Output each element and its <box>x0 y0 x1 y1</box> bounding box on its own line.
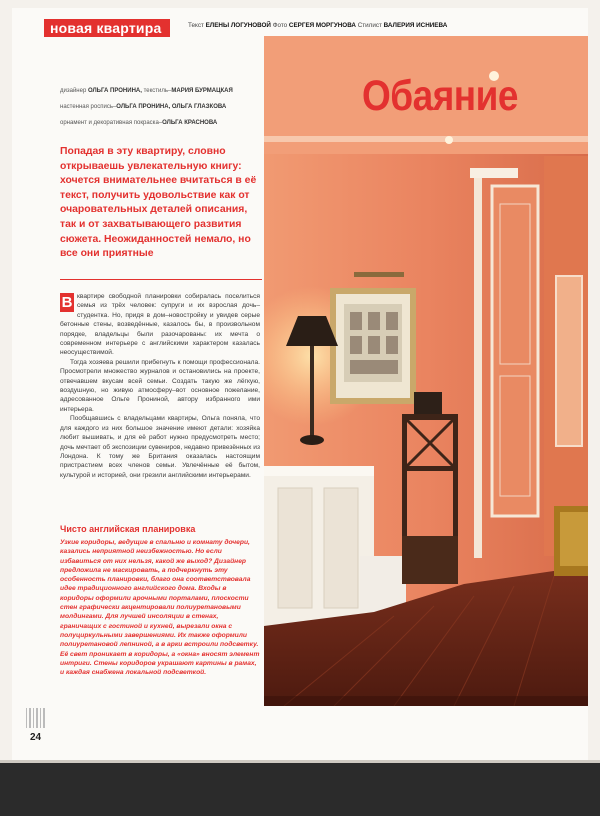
staff-role: настенная роспись– <box>60 104 117 110</box>
staff-line <box>60 120 260 126</box>
sidebar-paragraph: Узкие коридоры, ведущие в спальню и комнату дочери, казались неприятной неизбежностью. Но если избавиться от них нельзя, какой же выход? Дизайнер предложила не маскировать, а подчеркнуть эту особенность планировки, благо она соответствовала идее традиционного английского дома. Входы в коридоры оформили арочными порталами, плоскости стен графически акцентировали полиуретановыми молдингами. Для лучшей инсоляции в стенах, граничащих с гостиной и кухней, вырезали окна с полуциркульными завершениями. Их также оформили полиуретановой лепниной, а в арки встроили подсветку. Её свет проникает в коридоры, а «окна» вносят элемент интриги. Стены коридоров украшают картины в рамах, и каждая снабжена локальной подсветкой. <box>60 539 260 677</box>
staff-credits <box>60 88 260 136</box>
lead-paragraph: Попадая в эту квартиру, словно открываешь увлекательную книгу: хочется внимательнее вчитаться в её текст, получить удовольствие как от очаровательных деталей описания, так и от захватывающего развития сюжета. Неожиданностей немало, но все они приятные <box>60 146 257 260</box>
staff-name: МАРИЯ БУРМАЦКАЯ <box>171 88 233 94</box>
body-text: квартире свободной планировки собиралась поселиться семья из трёх человек: супруги и их взрослая дочь–студентка. Но, придя в дом–новостройку и увидев серые бетонные стены, возведённые, казалось бы, в произвольном порядке, владельцы были разочарованы: их мечта о современном интерьере с английскими характером казалась неосуществимой. <box>60 293 260 357</box>
sidebar-text <box>60 538 260 677</box>
headline: Обаяние <box>362 72 518 120</box>
sidebar-heading: Чисто английская планировка <box>60 524 196 534</box>
credit-photo-author: СЕРГЕЯ МОРГУНОВА <box>288 22 356 29</box>
divider <box>60 279 262 280</box>
credits-line <box>188 22 447 29</box>
staff-role: текстиль– <box>143 88 172 94</box>
staff-role: дизайнер <box>60 88 87 94</box>
staff-role: орнамент и декоративная покраска– <box>60 120 163 126</box>
body-paragraph: Пообщавшись с владельцами квартиры, Ольга поняла, что для каждого из них большое значение имеют детали: хозяйка любит вышивать, и для её работ нужно предусмотреть место; дочь мечтает об экспозиции сувениров, недавно привезённых из Лондона. К тому же Британия оказалась настоящим пристрастием всех членов семьи. Увлечённые её бытом, культурой и историей, они грезили английскими интерьерами. <box>60 415 260 479</box>
staff-line <box>60 104 260 110</box>
body-paragraph <box>60 292 260 358</box>
credit-stylist-name: ВАЛЕРИЯ ИСНИЕВА <box>383 22 448 29</box>
staff-name: ОЛЬГА ПРОНИНА, ОЛЬГА ГЛАЗКОВА <box>116 104 227 110</box>
page-number: 24 <box>30 732 42 743</box>
article-body <box>60 292 260 480</box>
credit-text-author: ЕЛЕНЫ ЛОГУНОВОЙ <box>205 22 271 29</box>
drop-cap: В <box>61 294 73 311</box>
credit-stylist-label: Стилист <box>357 22 382 29</box>
credit-photo-label: Фото <box>272 22 288 29</box>
staff-name: ОЛЬГА КРАСНОВА <box>162 120 218 126</box>
margin-barcode-mark <box>26 708 56 728</box>
staff-name: ОЛЬГА ПРОНИНА, <box>87 88 142 94</box>
credit-text-label: Текст <box>188 22 204 29</box>
magazine-page <box>12 8 588 760</box>
scan-border <box>0 760 600 816</box>
section-tag: новая квартира <box>44 19 170 37</box>
interior-photo <box>264 36 588 706</box>
body-paragraph: Тогда хозяева решили прибегнуть к помощи профессионала. Просмотрели множество журналов и остановились на проекте, отвечавшем вкусам всей семьи. Создать такую же лёгкую, воздушную, но живую атмосферу–вот основное пожелание, адресованное Ольге Прониной, автору избранного ими интерьера. <box>60 358 260 413</box>
staff-line <box>60 88 260 94</box>
